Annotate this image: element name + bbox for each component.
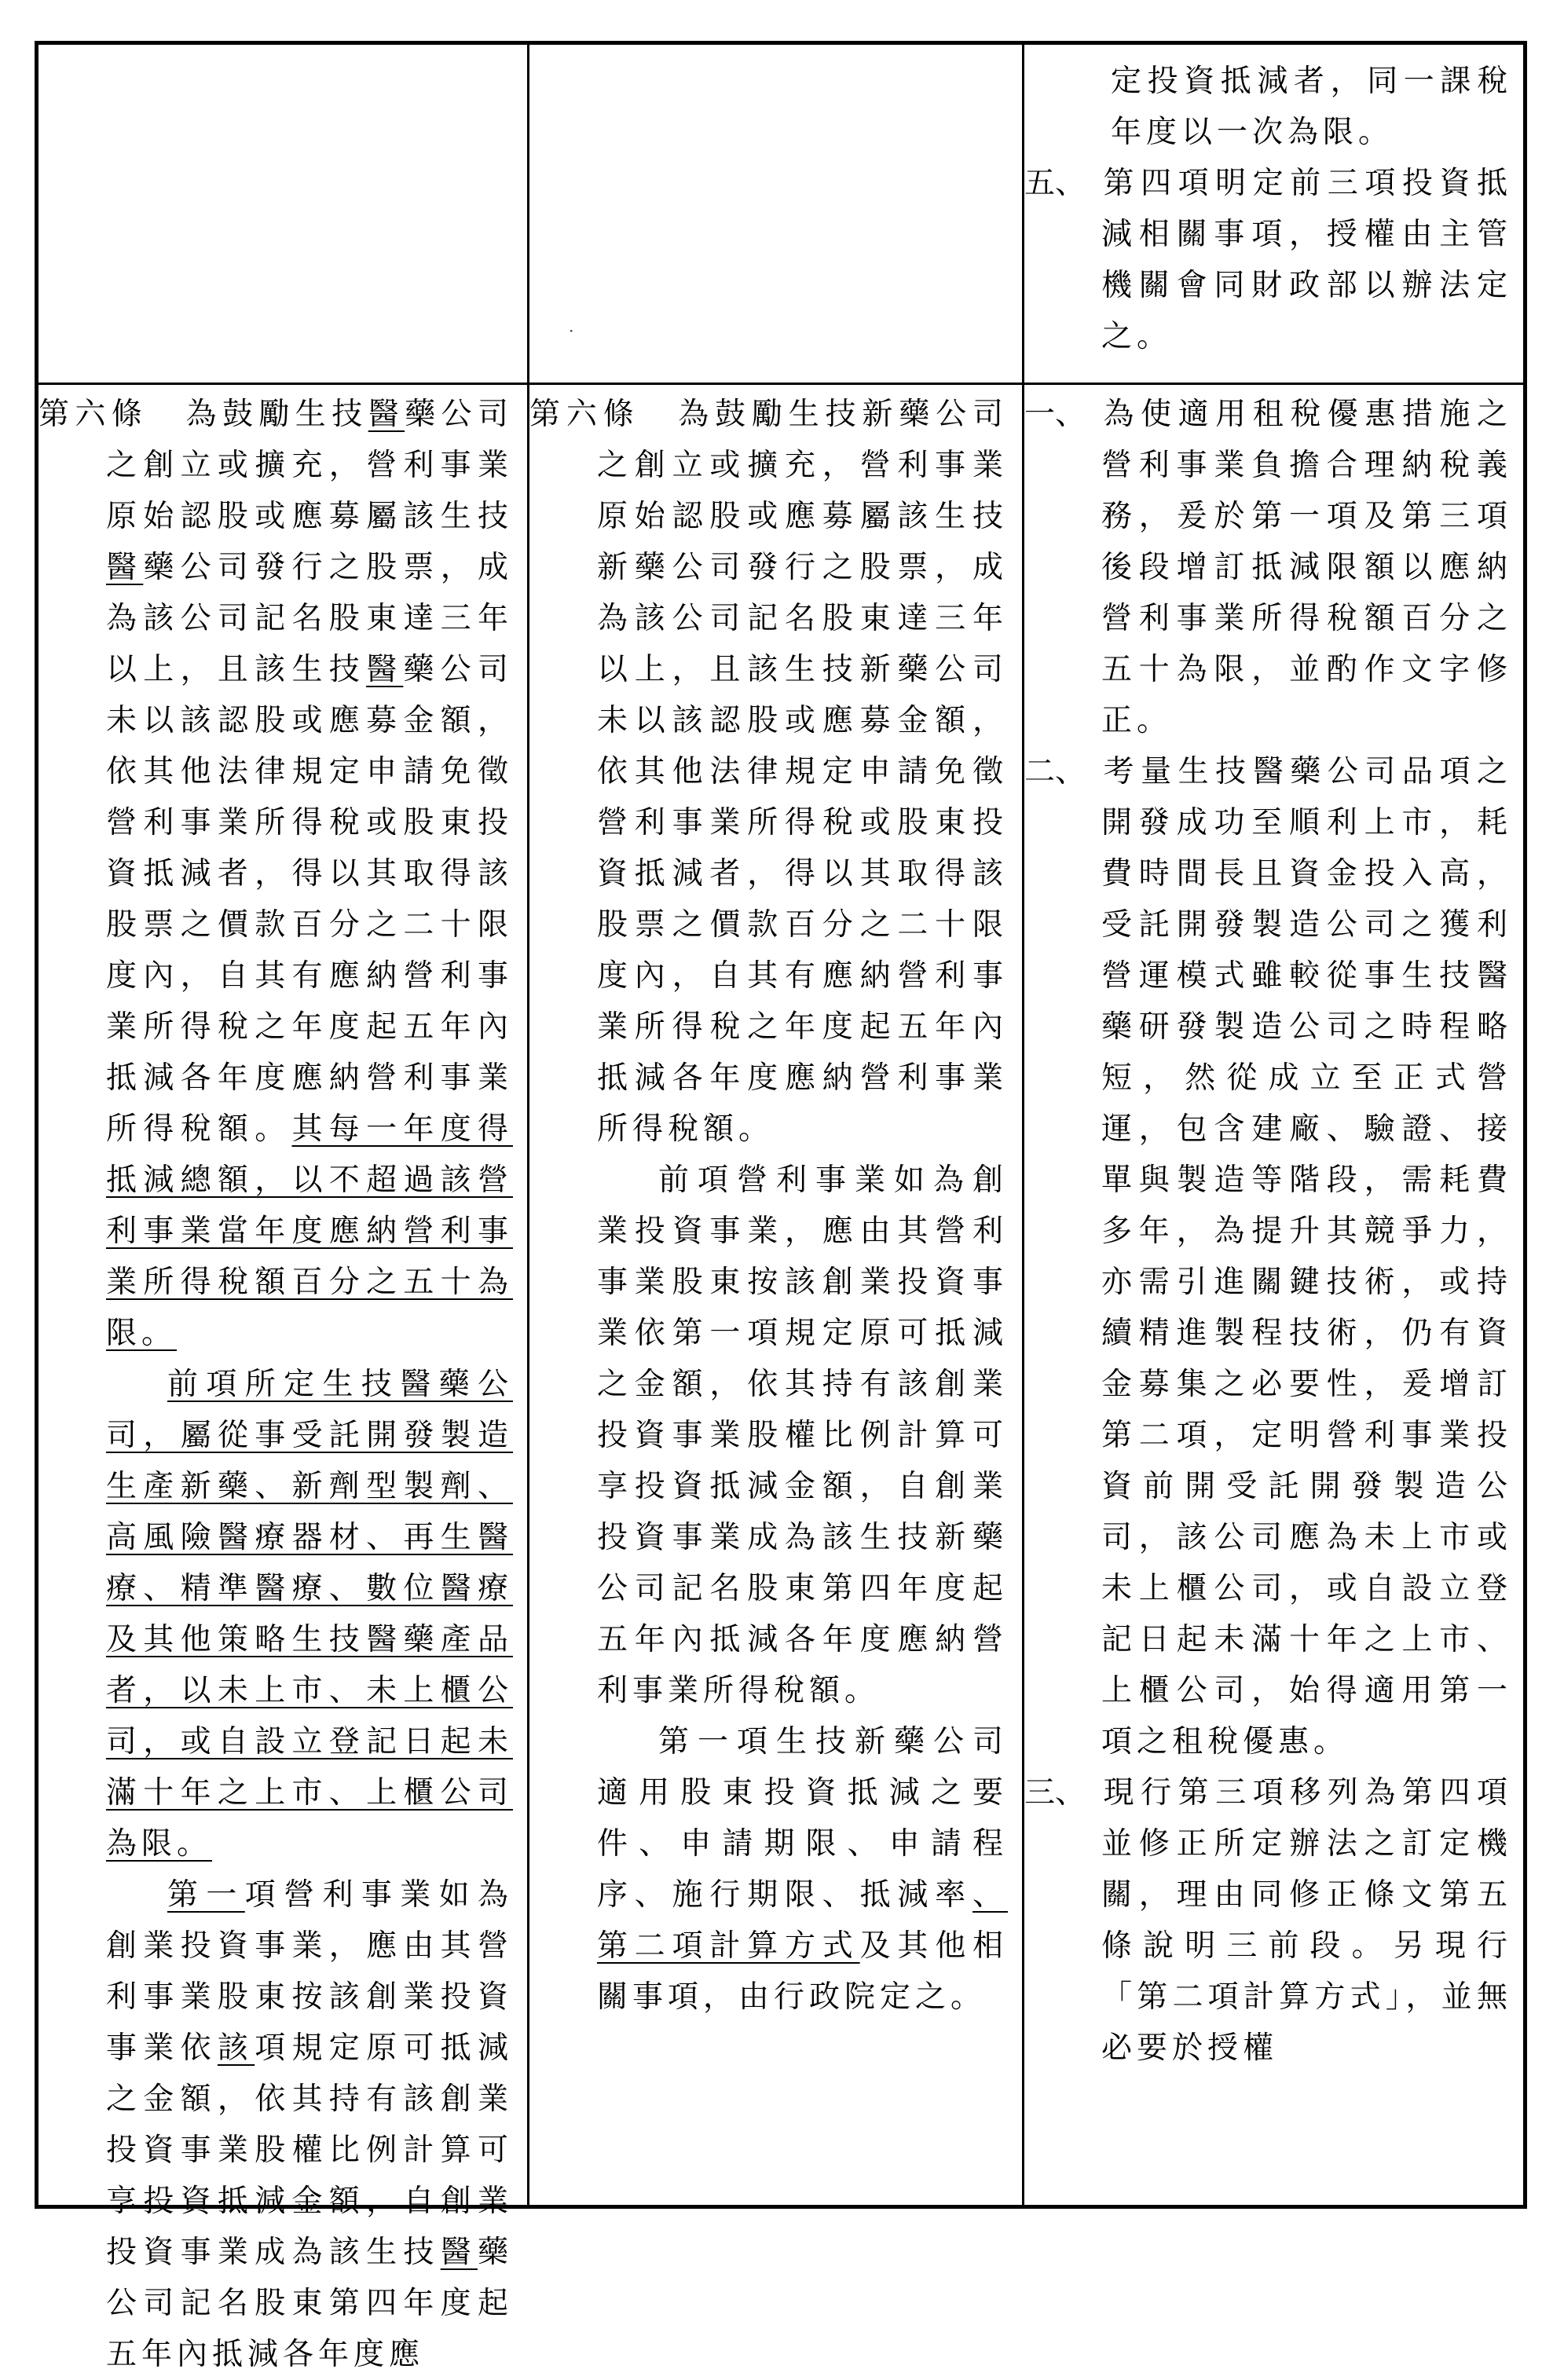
deleted-text: 、第二項計算方式 [597, 1877, 1008, 1964]
amended-article-paragraph-2 [38, 1359, 527, 1869]
explanation-item-2: 二、 考量生技醫藥公司品項之開發成功至順利上市，耗費時間長且資金投入高，受託開發製造公司之獲利營運模式雖較從事生技醫藥研發製造公司之時程略短，然從成立至正式營運，包含建廠、驗證、接單與製造等階段，需耗費多年，為提升其競爭力，亦需引進關鍵技術，或持續精進製程技術，仍有資金募集之必要性，爰增訂第二項，定明營利事業投資前開受託開發製造公司，該公司應為未上市或未上櫃公司，或自設立登記日起未滿十年之上市、上櫃公司，始得適用第一項之租稅優惠。 [1024, 754, 1512, 1759]
added-paragraph: 前項所定生技醫藥公司，屬從事受託開發製造生產新藥、新劑型製劑、高風險醫療器材、再生醫療、精準醫療、數位醫療及其他策略生技醫藥產品者，以未上市、未上櫃公司，或自設立登記日起未滿十年之上市、上櫃公司為限。 [106, 1367, 513, 1862]
table-row-continuation [38, 45, 1523, 385]
explanation-cell [1024, 383, 1523, 2205]
amended-text-cell-empty [38, 45, 529, 383]
amended-article-paragraph-3: 第一項營利事業如為創業投資事業，應由其營利事業股東按該創業投資事業依該項規定原可抵減之金額，依其持有該創業投資事業股權比例計算可享投資抵減金額，自創業投資事業成為該生技醫藥公司記名股東第四年度起五年內抵減各年度應 [106, 1877, 513, 2372]
current-article-paragraph-2: 前項營利事業如為創業投資事業，應由其營利事業股東按該創業投資事業依第一項規定原可抵減之金額，依其持有該創業投資事業股權比例計算可享投資抵減金額，自創業投資事業成為該生技新藥公司記名股東第四年度起五年內抵減各年度應納營利事業所得稅額。 [597, 1163, 1008, 1708]
explanation-cell-continuation [1024, 45, 1523, 383]
explanation-item-3: 三、 現行第三項移列為第四項並修正所定辦法之訂定機關，理由同修正條文第五條說明三前段。另現行「第二項計算方式」，並無必要於授權 [1024, 1775, 1512, 2066]
amended-article-cell [38, 383, 529, 2372]
amended-article-paragraph-1: 第六條 為鼓勵生技醫藥公司之創立或擴充，營利事業原始認股或應募屬該生技醫藥公司發行之股票，成為該公司記名股東達三年以上，且該生技醫藥公司未以該認股或應募金額，依其他法律規定申請免徵營利事業所得稅或股東投資抵減者，得以其取得該股票之價款百分之二十限度內，自其有應納營利事業所得稅之年度起五年內抵減各年度應納營利事業所得稅額。其每一年度得抵減總額，以不超過該營利事業當年度應納營利事業所得稅額百分之五十為限。 [38, 397, 513, 1351]
explanation-item-5 [1024, 158, 1523, 362]
comparison-table [35, 41, 1527, 2372]
current-text-cell-empty [529, 45, 1024, 383]
explanation-continued-text: 定投資抵減者，同一課稅年度以一次為限。 [1111, 64, 1512, 150]
scan-mark: · [569, 321, 574, 340]
article-label: 第六條 [38, 397, 148, 432]
added-text-cap: 其每一年度得抵減總額，以不超過該營利事業當年度應納營利事業所得稅額百分之五十為限。 [106, 1111, 513, 1351]
item-text: 第四項明定前三項投資抵減相關事項，授權由主管機關會同財政部以辦法定之。 [1101, 166, 1512, 354]
table-row-article-6 [38, 383, 1523, 2372]
article-label: 第六條 [529, 397, 640, 432]
current-article-paragraph-3: 第一項生技新藥公司適用股東投資抵減之要件、申請期限、申請程序、施行期限、抵減率、第二項計算方式及其他相關事項，由行政院定之。 [597, 1724, 1008, 2015]
item-number: 五、 [1024, 166, 1086, 201]
current-article-paragraph-1: 第六條 為鼓勵生技新藥公司之創立或擴充，營利事業原始認股或應募屬該生技新藥公司發行之股票，成為該公司記名股東達三年以上，且該生技新藥公司未以該認股或應募金額，依其他法律規定申請免徵營利事業所得稅或股東投資抵減者，得以其取得該股票之價款百分之二十限度內，自其有應納營利事業所得稅之年度起五年內抵減各年度應納營利事業所得稅額。 [529, 397, 1008, 1147]
current-article-cell [529, 383, 1024, 2205]
explanation-item-1: 一、 為使適用租稅優惠措施之營利事業負擔合理納稅義務，爰於第一項及第三項後段增訂抵減限額以應納營利事業所得稅額百分之五十為限，並酌作文字修正。 [1024, 397, 1512, 738]
